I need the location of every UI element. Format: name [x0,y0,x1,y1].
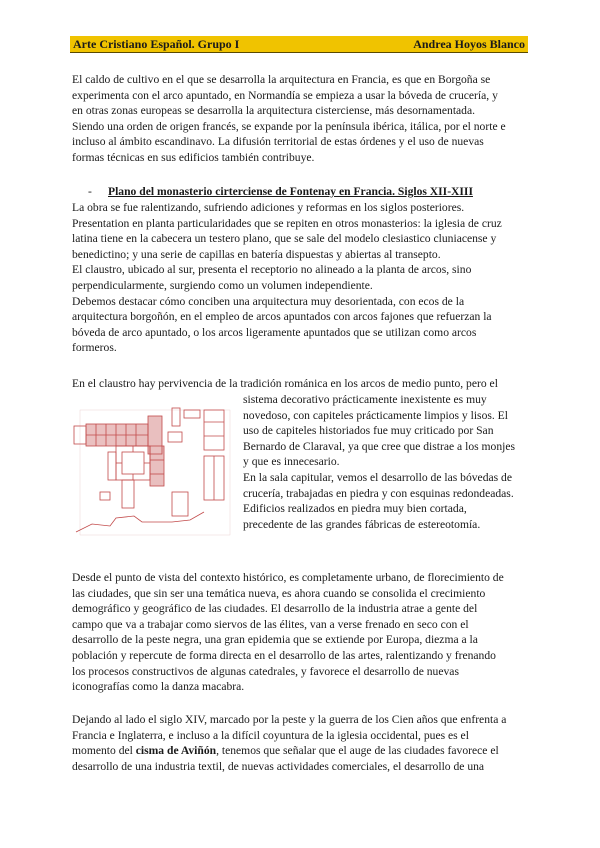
text-line: campo que va a trabajar como siervos de las élites, van a verse frenado en seco con el [72,617,469,631]
text-line: uso de capiteles historiados fue muy criticado por San [243,424,494,438]
text-line: población y repercute de forma directa en el desarrollo de las artes, ralentizando y frenando [72,648,496,662]
paragraph-claustro-lead [72,376,498,392]
text-line: latina tiene en la cabecera un testero plano, que se sale del modelo clesiastico cluniacense y [72,232,497,246]
text-line: Siendo una orden de origen francés, se expande por la península ibérica, itálica, por el norte e [72,119,506,133]
header-course: Arte Cristiano Español. Grupo I [73,37,240,51]
text-line: experimenta con el arco apuntado, en Normandía se empieza a usar la bóveda de crucería, y [72,88,498,102]
text-line: sistema decorativo prácticamente inexistente es muy [243,393,487,406]
text-line: desarrollo de la peste negra, una gran epidemia que se extiende por Europa, diezma a la [72,633,478,647]
text-line: y que es innecesario. [243,455,340,469]
text-line: arquitectura borgoñón, en el empleo de arcos apuntados con arcos fajones que refuerzan la [72,310,492,324]
text-line [72,743,506,759]
text-line: En el claustro hay pervivencia de la tradición románica en los arcos de medio punto, pero el [72,377,498,390]
header-author: Andrea Hoyos Blanco [413,37,525,51]
text-line: bóveda de arco apuntado, o los arcos ligeramente apuntados que se utilizan como arcos [72,325,477,339]
text-line: El claustro, ubicado al sur, presenta el receptorio no alineado a la planta de arcos, sino [72,263,472,277]
text-line: En la sala capitular, vemos el desarrollo de las bóvedas de [243,470,512,484]
text-line: Francia e Inglaterra, e incluso a la difícil coyuntura de la iglesia occidental, pues es el [72,728,469,742]
text-line: precedente de las grandes fábricas de estereotomía. [243,517,481,531]
paragraph-intro [72,72,506,166]
text-line: perpendicularmente, surgiendo como un volumen independiente. [72,278,373,292]
text-line: El caldo de cultivo en el que se desarrolla la arquitectura en Francia, es que en Borgoña se [72,73,491,86]
text-run: , tenemos que señalar que el auge de las ciudades favorece el [216,744,499,758]
text-line: demográfico y geográfico de las ciudades. El desarrollo de la industria atrae a gente del [72,602,478,616]
text-line: novedoso, con capiteles prácticamente limpios y lisos. El [243,408,508,422]
text-line: Debemos destacar cómo conciben una arquitectura muy desorientada, con ecos de la [72,294,465,308]
heading-bullet: - [88,185,92,198]
paragraph-fontenay [72,200,502,356]
text-line: desarrollo de una industria textil, de nuevas actividades comerciales, el desarrollo de una [72,759,485,773]
heading-title: Plano del monasterio cirterciense de Fontenay en Francia. Siglos XII-XIII [108,185,473,198]
text-line: en otras zonas europeas se desarrolla la arquitectura cisterciense, más desornamentada. [72,104,476,118]
monastery-plan-image [72,402,232,542]
text-line: Desde el punto de vista del contexto histórico, es completamente urbano, de florecimiento de [72,571,504,584]
text-line: formas técnicas en sus edificios también contribuye. [72,150,315,164]
text-line: crucería, trabajadas en piedra y con esquinas redondeadas. [243,486,514,500]
paragraph-context [72,570,504,695]
text-line: iconografías como la danza macabra. [72,680,245,694]
paragraph-siglo-xiv [72,712,506,774]
text-line: Bernardo de Claraval, ya que cree que distrae a los monjes [243,439,516,453]
text-line: incluso al ámbito escandinavo. La difusión territorial de estas órdenes y el uso de nuevas [72,135,484,149]
text-line: Presentation en planta particularidades que se repiten en otros monasterios: la iglesia de cruz [72,216,502,230]
text-line: los procesos constructivos de algunas catedrales, y favorece el desarrollo de nuevas [72,664,459,678]
text-line: las ciudades, que sin ser una temática nueva, es ahora cuando se consolida el crecimiento [72,586,486,600]
text-line: benedictino; y una serie de capillas en batería dispuestas y abiertas al transepto. [72,247,441,261]
cisma-term: cisma de Aviñón [135,744,217,758]
paragraph-claustro-column [243,392,515,532]
text-run: momento del [72,744,136,758]
text-line: La obra se fue ralentizando, sufriendo adiciones y reformas en los siglos posteriores. [72,201,465,214]
section-heading [88,184,473,200]
text-line: Edificios realizados en piedra muy bien cortada, [243,502,467,516]
page-header [70,36,528,53]
text-line: formeros. [72,341,117,355]
text-line: Dejando al lado el siglo XIV, marcado por la peste y la guerra de los Cien años que enfrenta a [72,713,507,726]
